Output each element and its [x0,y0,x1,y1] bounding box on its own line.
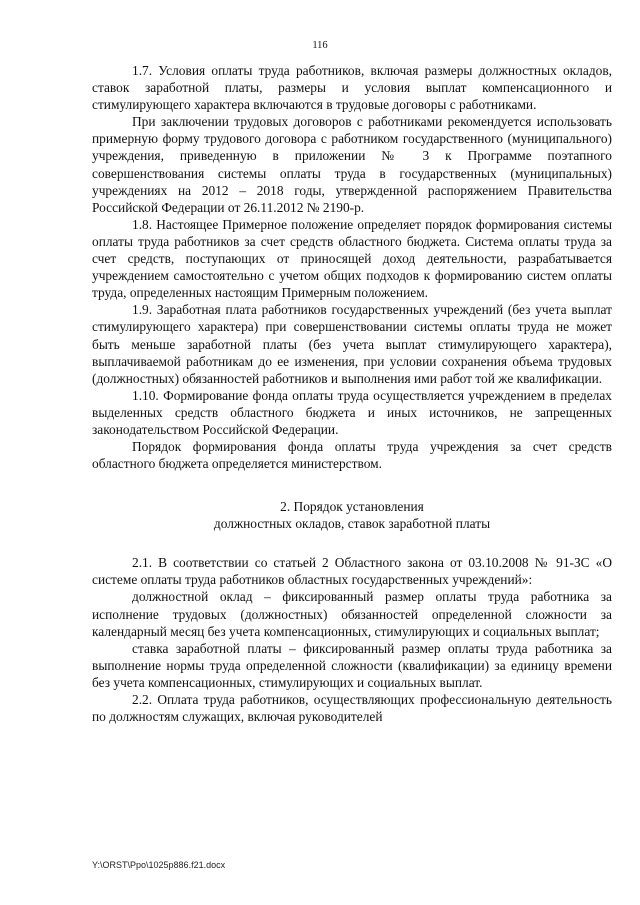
page-number: 116 [312,40,328,51]
paragraph-1-7: 1.7. Условия оплаты труда работников, включая размеры должностных окладов, ставок заработной платы, размеры и условия выплат компенсационного и стимулирующего характера включаются в трудовые договоры с работниками. [92,63,612,113]
paragraph-fund-order: Порядок формирования фонда оплаты труда учреждения за счет средств областного бюджета определяется министерством. [92,439,612,472]
document-body [92,62,612,725]
section-heading [92,498,612,532]
definition-wage-rate: ставка заработной платы – фиксированный размер оплаты труда работника за выполнение нормы труда определенной сложности (квалификации) за единицу времени без учета компенсационных, стимулирующих и социальных выплат. [92,640,612,690]
section-heading-line-2: должностных окладов, ставок заработной платы [213,516,491,532]
section-heading-line-1: 2. Порядок установления [280,499,424,515]
paragraph-1-10: 1.10. Формирование фонда оплаты труда осуществляется учреждением в пределах выделенных средств областного бюджета и иных источников, не запрещенных законодательством Российской Федерации. [92,387,612,437]
paragraph-1-9: 1.9. Заработная плата работников государственных учреждений (без учета выплат стимулирующего характера) при совершенствовании системы оплаты труда не может быть меньше заработной платы (без учета выплат стимулирующего характера), выплачиваемой работникам до ее изменения, при условии сохранения объема трудовых (должностных) обязанностей работников и выполнения ими работ той же квалификации. [92,302,612,386]
paragraph-2-1: 2.1. В соответствии со статьей 2 Областного закона от 03.10.2008 № 91-ЗС «О системе оплаты труда работников областных государственных учреждений»: [92,555,612,588]
paragraph-employment-contract: При заключении трудовых договоров с работниками рекомендуется использовать примерную форму трудового договора с работником государственного (муниципального) учреждения, приведенную в приложении № 3 к Программе поэтапного совершенствования системы оплаты труда в государственных (муниципальных) учреждениях на 2012 – 2018 годы, утвержденной распоряжением Правительства Российской Федерации от 26.11.2012 № 2190-р. [92,114,612,215]
definition-official-salary: должностной оклад – фиксированный размер оплаты труда работника за исполнение трудовых (должностных) обязанностей определенной сложности за календарный месяц без учета компенсационных, стимулирующих и социальных выплат; [92,589,612,639]
paragraph-2-2: 2.2. Оплата труда работников, осуществляющих профессиональную деятельность по должностям служащих, включая руководителей [92,692,612,725]
footer-file-path: Y:\ORST\Ppo\1025p886.f21.docx [92,860,226,870]
paragraph-1-8: 1.8. Настоящее Примерное положение определяет порядок формирования системы оплаты труда работников за счет средств областного бюджета. Система оплаты труда за счет средств, поступающих от приносящей доход деятельности, разрабатывается учреждением самостоятельно с учетом общих подходов к формированию систем оплаты труда, определенных настоящим Примерным положением. [92,216,612,301]
